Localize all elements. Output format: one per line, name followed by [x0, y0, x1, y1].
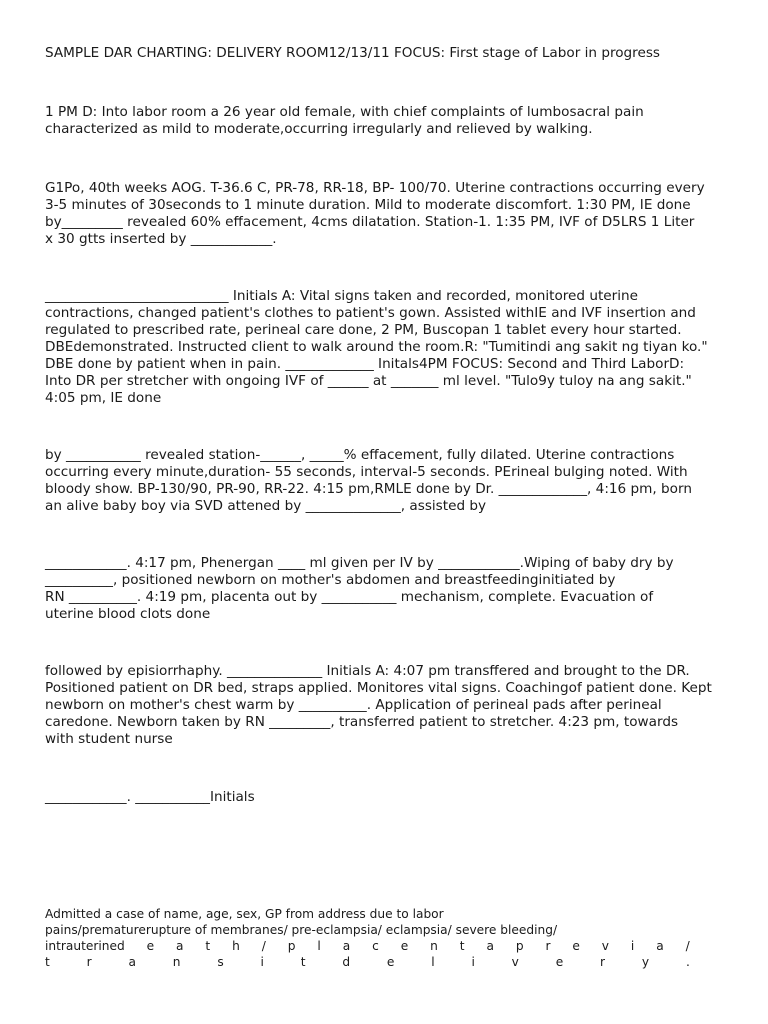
- footer-token: p: [287, 939, 296, 953]
- footer-line: Admitted a case of name, age, sex, GP from address due to labor: [45, 907, 444, 921]
- footer-token: n: [430, 939, 438, 953]
- text-line: x 30 gtts inserted by ____________.: [45, 231, 277, 247]
- footer-token: a: [486, 939, 494, 953]
- footer-spread-line: [45, 954, 690, 970]
- paragraph-admission: [45, 104, 735, 138]
- text-line: DBEdemonstrated. Instructed client to walk around the room.R: "Tumitindi ang sakit ng tiyan ko.": [45, 339, 708, 355]
- footer-token: t: [45, 955, 50, 969]
- footer-token: r: [86, 955, 92, 969]
- text-line: by ___________ revealed station-______, _____% effacement, fully dilated. Uterine contractions: [45, 447, 675, 463]
- text-line: occurring every minute,duration- 55 seconds, interval-5 seconds. PErineal bulging noted. With: [45, 464, 688, 480]
- footer-token: t: [459, 939, 465, 953]
- footer-token: e: [146, 939, 155, 953]
- footer-token: r: [545, 939, 551, 953]
- footer-token: a: [128, 955, 136, 969]
- footer-token: n: [172, 955, 181, 969]
- footer-token: e: [572, 939, 580, 953]
- footer-token: i: [471, 955, 475, 969]
- text-line: caredone. Newborn taken by RN _________, transferred patient to stretcher. 4:23 pm, towards: [45, 714, 679, 730]
- footer-token: s: [217, 955, 224, 969]
- footer-token: l: [317, 939, 321, 953]
- footer-token: p: [515, 939, 524, 953]
- footer-token: i: [260, 955, 264, 969]
- paragraph-action: [45, 288, 735, 407]
- text-line: 1 PM D: Into labor room a 26 year old female, with chief complaints of lumbosacral pain: [45, 104, 644, 120]
- heading-line: [45, 45, 735, 62]
- text-line: __________, positioned newborn on mother's abdomen and breastfeedinginitiated by: [45, 572, 616, 588]
- text-line: SAMPLE DAR CHARTING: DELIVERY ROOM12/13/11 FOCUS: First stage of Labor in progress: [45, 45, 660, 61]
- footer-token: .: [685, 955, 690, 969]
- footer-token: r: [600, 955, 606, 969]
- footer-token: /: [261, 939, 266, 953]
- text-line: RN __________. 4:19 pm, placenta out by ___________ mechanism, complete. Evacuation of: [45, 589, 654, 605]
- paragraph-fourth-stage: [45, 663, 735, 748]
- footer-token: e: [386, 955, 395, 969]
- footer-token: h: [232, 939, 240, 953]
- footer-line: pains/prematurerupture of membranes/ pre-eclampsia/ eclampsia/ severe bleeding/: [45, 923, 558, 937]
- footer-spread-line: [45, 938, 690, 954]
- text-line: contractions, changed patient's clothes to patient's gown. Assisted withIE and IVF insertion and: [45, 305, 696, 321]
- signature-line: [45, 789, 735, 806]
- footer-token: t: [205, 939, 211, 953]
- text-line: bloody show. BP-130/90, PR-90, RR-22. 4:15 pm,RMLE done by Dr. _____________, 4:16 pm, born: [45, 481, 692, 497]
- text-line: ____________. ___________Initials: [45, 789, 255, 805]
- footer-token: a: [656, 939, 664, 953]
- footer-token: i: [630, 939, 635, 953]
- paragraph-assessment: [45, 180, 735, 248]
- footer-token: t: [300, 955, 306, 969]
- text-line: by_________ revealed 60% effacement, 4cms dilatation. Station-1. 1:35 PM, IVF of D5LRS 1 Liter: [45, 214, 695, 230]
- footer-token: d: [342, 955, 351, 969]
- paragraph-third-stage: [45, 555, 735, 623]
- footer-token: /: [685, 939, 690, 953]
- footer-note: [45, 906, 735, 970]
- footer-token: v: [511, 955, 519, 969]
- text-line: ____________. 4:17 pm, Phenergan ____ ml given per IV by ____________.Wiping of baby dry by: [45, 555, 674, 571]
- footer-token: e: [400, 939, 409, 953]
- text-line: characterized as mild to moderate,occurring irregularly and relieved by walking.: [45, 121, 593, 137]
- footer-token: y: [641, 955, 650, 969]
- text-line: newborn on mother's chest warm by __________. Application of perineal pads after perineal: [45, 697, 662, 713]
- footer-token: intrauterined: [45, 939, 125, 953]
- text-line: followed by episiorrhaphy. ______________ Initials A: 4:07 pm transffered and brought to the DR.: [45, 663, 690, 679]
- text-line: uterine blood clots done: [45, 606, 211, 622]
- text-line: with student nurse: [45, 731, 173, 747]
- footer-token: l: [431, 955, 435, 969]
- text-line: ___________________________ Initials A: Vital signs taken and recorded, monitored uterine: [45, 288, 639, 304]
- footer-token: v: [601, 939, 610, 953]
- text-line: DBE done by patient when in pain. _____________ Initals4PM FOCUS: Second and Third LaborD:: [45, 356, 685, 372]
- text-line: 4:05 pm, IE done: [45, 390, 162, 406]
- text-line: regulated to prescribed rate, perineal care done, 2 PM, Buscopan 1 tablet every hour started.: [45, 322, 682, 338]
- paragraph-second-stage: [45, 447, 735, 515]
- footer-token: c: [372, 939, 379, 953]
- footer-token: a: [176, 939, 184, 953]
- text-line: an alive baby boy via SVD attened by ______________, assisted by: [45, 498, 487, 514]
- text-line: 3-5 minutes of 30seconds to 1 minute duration. Mild to moderate discomfort. 1:30 PM, IE done: [45, 197, 691, 213]
- footer-token: a: [342, 939, 351, 953]
- footer-token: e: [555, 955, 564, 969]
- text-line: Positioned patient on DR bed, straps applied. Monitores vital signs. Coachingof patient done. Kept: [45, 680, 712, 696]
- text-line: Into DR per stretcher with ongoing IVF of ______ at _______ ml level. "Tulo9y tuloy na ang sakit.": [45, 373, 692, 389]
- text-line: G1Po, 40th weeks AOG. T-36.6 C, PR-78, RR-18, BP- 100/70. Uterine contractions occurring every: [45, 180, 705, 196]
